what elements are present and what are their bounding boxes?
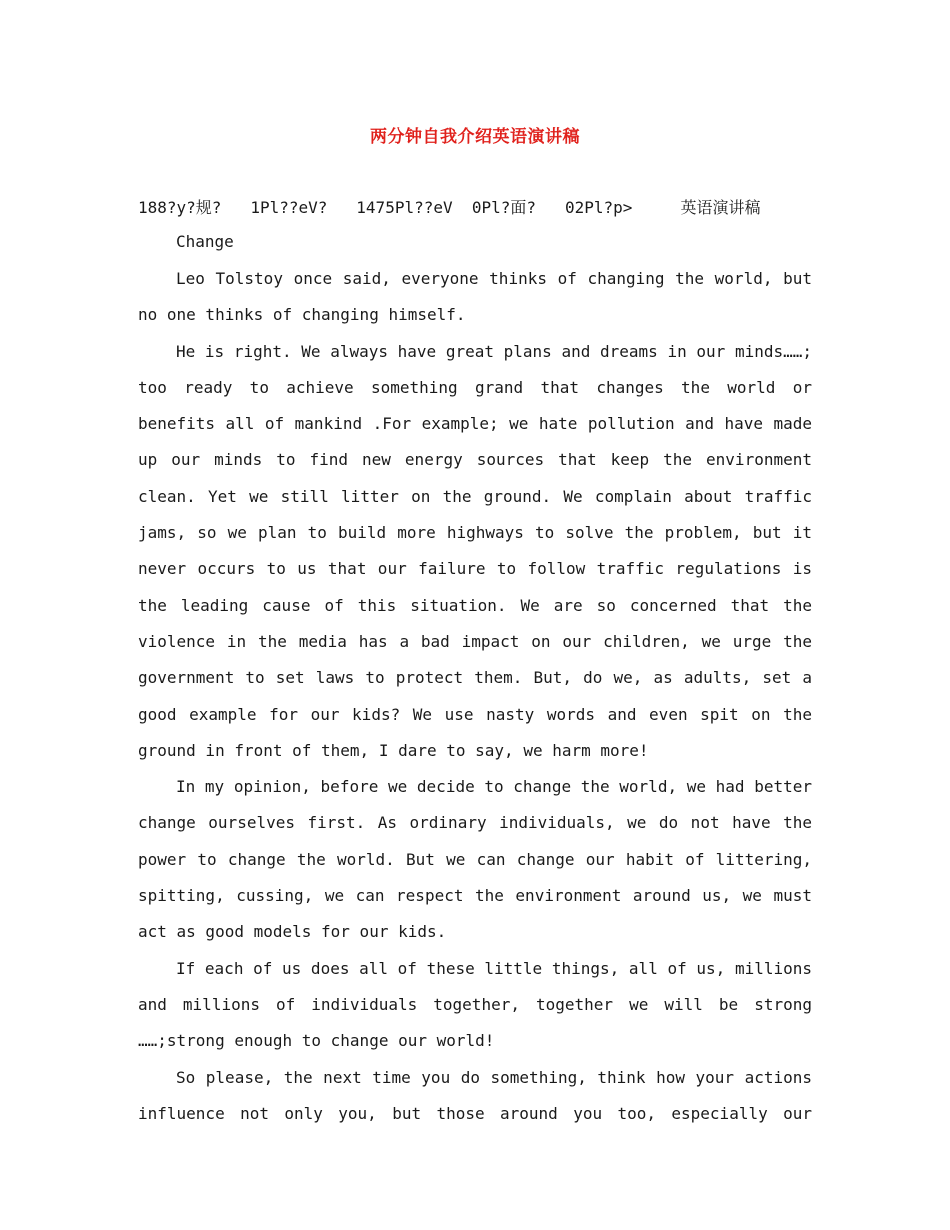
document-meta-line: 188?y?规? 1Pl??eV? 1475Pl??eV 0Pl?面? 02Pl?p> 英语演讲稿 — [138, 198, 761, 217]
paragraph: Leo Tolstoy once said, everyone thinks of changing the world, but no one thinks of changing himself. — [138, 269, 812, 325]
paragraph: He is right. We always have great plans and dreams in our minds……; too ready to achieve something grand that changes the world or benefits all of mankind .For example; we hate pollution and have made up our minds to find new energy sources that keep the environment clean. Yet we still litter on the ground. We complain about traffic jams, so we plan to build more highways to solve the problem, but it never occurs to us that our failure to follow traffic regulations is the leading cause of this situation. We are so concerned that the violence in the media has a bad impact on our children, we urge the government to set laws to protect them. But, do we, as adults, set a good example for our kids? We use nasty words and even spit on the ground in front of them, I dare to say, we harm more! — [138, 341, 812, 760]
paragraph: So please, the next time you do something, think how your actions influence not only you, but those around you too, especially our — [138, 1067, 812, 1123]
paragraph: If each of us does all of these little things, all of us, millions and millions of individuals together, together we will be strong ……;strong enough to change our world! — [138, 958, 812, 1051]
paragraph: In my opinion, before we decide to change the world, we had better change ourselves first. As ordinary individuals, we do not have the power to change the world. But we can change our habit of littering, spitting, cussing, we can respect the environment around us, we must act as good models for our kids. — [138, 777, 812, 942]
speech-heading: Change — [176, 232, 234, 251]
document-title: 两分钟自我介绍英语演讲稿 — [370, 127, 580, 147]
document-body — [138, 227, 812, 1132]
